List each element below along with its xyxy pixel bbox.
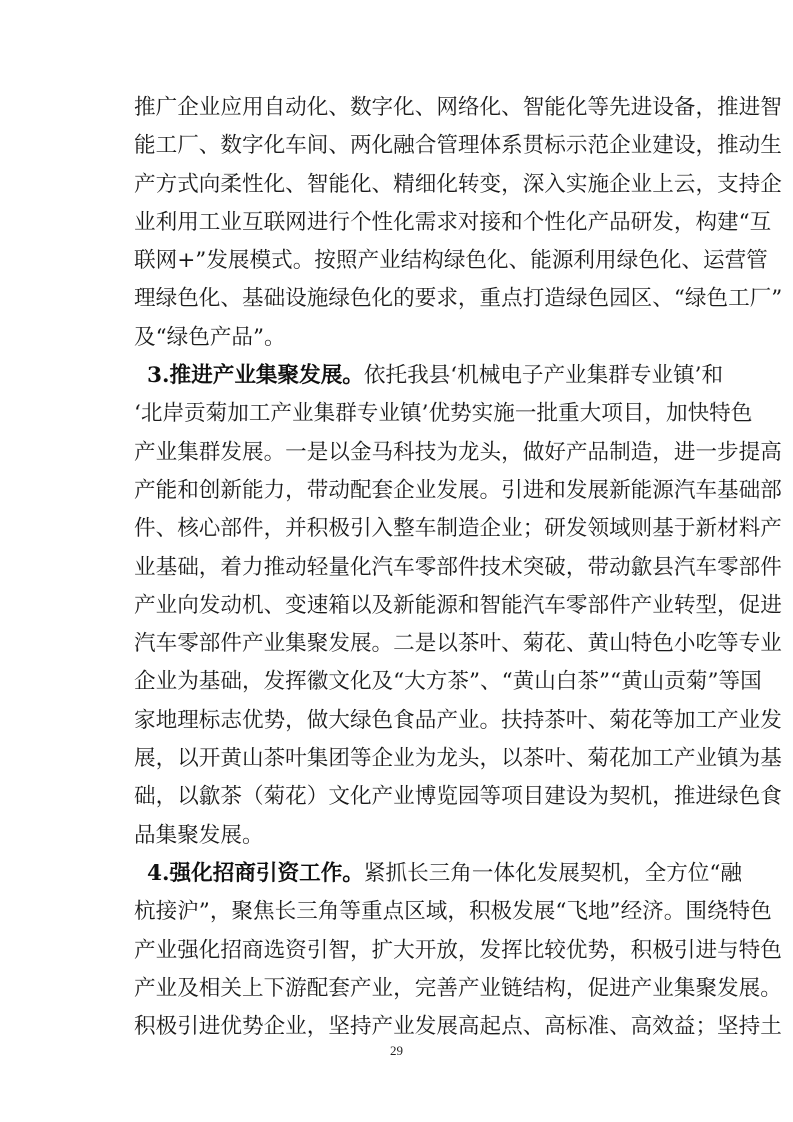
text-line: 品集聚发展。 — [134, 822, 264, 848]
text-line: 企业为基础，发挥徽文化及“大方茶”、“黄山白茶”“黄山贡菊”等国 — [134, 669, 762, 695]
paragraph-first-line — [134, 855, 743, 893]
section-heading: 3.推进产业集聚发展。 — [147, 363, 364, 389]
text-line: 汽车零部件产业集聚发展。二是以茶叶、菊花、黄山特色小吃等专业 — [134, 631, 782, 657]
text-line: 理绿色化、基础设施绿色化的要求，重点打造绿色园区、“绿色工厂” — [134, 286, 783, 312]
text-line: 及“绿色产品”。 — [134, 324, 286, 350]
paragraph-first-line — [134, 357, 724, 395]
text-line: 推广企业应用自动化、数字化、网络化、智能化等先进设备，推进智 — [134, 95, 782, 120]
text-line: 展，以开黄山茶叶集团等企业为龙头，以茶叶、菊花加工产业镇为基 — [134, 746, 782, 772]
body-text — [134, 89, 783, 1046]
text-run: 紧抓长三角一体化发展契机，全方位“融 — [363, 860, 743, 886]
text-line: 产业向发动机、变速箱以及新能源和智能汽车零部件产业转型，促进 — [134, 592, 782, 618]
text-line: 础，以歙茶（菊花）文化产业博览园等项目建设为契机，推进绿色食 — [134, 784, 782, 810]
text-line: 产业集群发展。一是以金马科技为龙头，做好产品制造，进一步提高 — [134, 439, 782, 465]
text-line: 业利用工业互联网进行个性化需求对接和个性化产品研发，构建“互 — [134, 209, 772, 235]
text-line: 能工厂、数字化车间、两化融合管理体系贯标示范企业建设，推动生 — [134, 133, 782, 159]
section-heading: 4.强化招商引资工作。 — [147, 860, 364, 886]
text-run: 依托我县‘机械电子产业集群专业镇’和 — [363, 363, 724, 389]
text-line: 杭接沪”，聚焦长三角等重点区域，积极发展“飞地”经济。围绕特色 — [134, 899, 772, 925]
text-line: ‘北岸贡菊加工产业集群专业镇’优势实施一批重大项目，加快特色 — [134, 401, 753, 427]
text-line: 产业及相关上下游配套产业，完善产业链结构，促进产业集聚发展。 — [134, 975, 782, 1001]
text-line: 业基础，着力推动轻量化汽车零部件技术突破，带动歙县汽车零部件 — [134, 554, 782, 580]
text-line: 联网+”发展模式。按照产业结构绿色化、能源利用绿色化、运营管 — [134, 248, 768, 274]
text-line: 家地理标志优势，做大绿色食品产业。扶持茶叶、菊花等加工产业发 — [134, 707, 782, 733]
text-line: 件、核心部件，并积极引入整车制造企业；研发领域则基于新材料产 — [134, 516, 782, 542]
page-number: 29 — [390, 1043, 403, 1058]
text-line: 产业强化招商选资引智，扩大开放，发挥比较优势，积极引进与特色 — [134, 937, 782, 963]
text-line: 产方式向柔性化、智能化、精细化转变，深入实施企业上云，支持企 — [134, 171, 782, 197]
text-line: 产能和创新能力，带动配套企业发展。引进和发展新能源汽车基础部 — [134, 477, 782, 503]
text-line: 积极引进优势企业，坚持产业发展高起点、高标准、高效益；坚持土 — [134, 1014, 782, 1040]
